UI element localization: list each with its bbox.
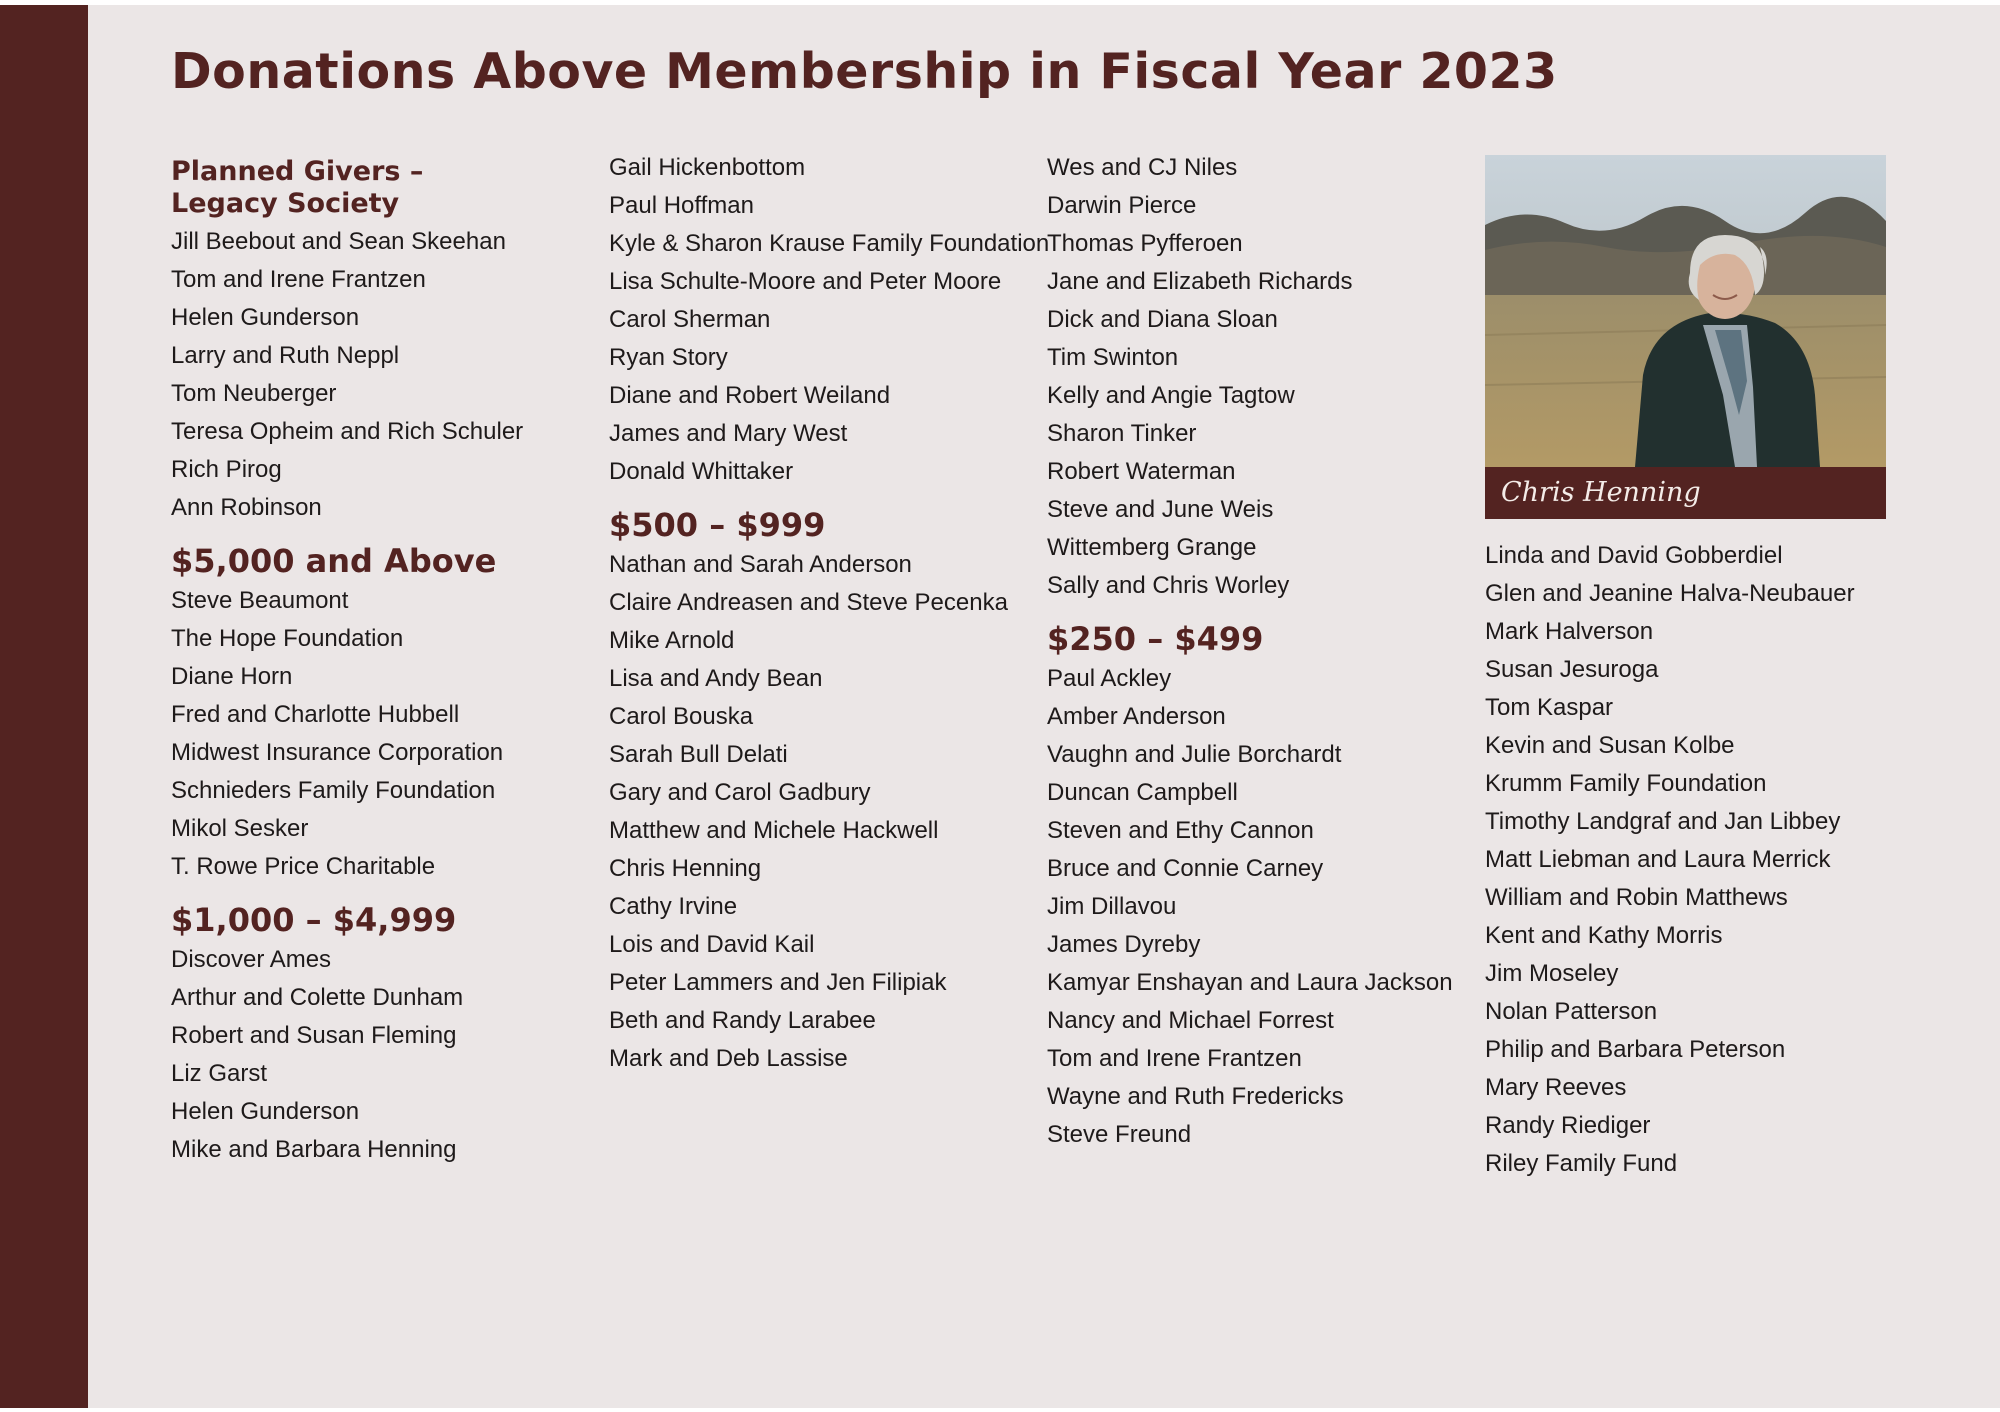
- donor-name: Midwest Insurance Corporation: [171, 739, 504, 766]
- donor-name: Diane Horn: [171, 663, 293, 690]
- donor-name: T. Rowe Price Charitable: [171, 853, 436, 880]
- donor-name: Robert and Susan Fleming: [171, 1022, 457, 1049]
- donor-name: Lisa Schulte-Moore and Peter Moore: [609, 268, 1002, 295]
- donor-name: Nancy and Michael Forrest: [1047, 1007, 1334, 1034]
- donor-name: Nathan and Sarah Anderson: [609, 551, 912, 578]
- donor-name: Carol Sherman: [609, 306, 771, 333]
- donor-name: Steven and Ethy Cannon: [1047, 817, 1314, 844]
- section-heading-1000-4999: $1,000 – $4,999: [171, 901, 457, 939]
- donor-name: Robert Waterman: [1047, 458, 1236, 485]
- donor-list-5000-and-above: [171, 583, 571, 884]
- donor-name: James Dyreby: [1047, 931, 1201, 958]
- section-heading-500-999: $500 – $999: [609, 506, 826, 544]
- donor-name: Amber Anderson: [1047, 703, 1226, 730]
- donor-name: Matt Liebman and Laura Merrick: [1485, 846, 1831, 873]
- donor-name: Jane and Elizabeth Richards: [1047, 268, 1353, 295]
- donor-name: Wayne and Ruth Fredericks: [1047, 1083, 1344, 1110]
- page-title: Donations Above Membership in Fiscal Year 2023: [171, 43, 1558, 100]
- donor-name: Peter Lammers and Jen Filipiak: [609, 969, 947, 996]
- donor-name: Steve Beaumont: [171, 587, 349, 614]
- donor-name: Mike and Barbara Henning: [171, 1136, 457, 1163]
- donor-name: Kent and Kathy Morris: [1485, 922, 1723, 949]
- donor-name: Helen Gunderson: [171, 1098, 360, 1125]
- donor-list-1000-4999-continued: [609, 150, 1050, 489]
- donor-name: Wes and CJ Niles: [1047, 154, 1238, 181]
- donor-name: Discover Ames: [171, 946, 332, 973]
- donor-list-legacy-society: [171, 224, 571, 525]
- donor-name: Chris Henning: [609, 855, 762, 882]
- donor-name: Cathy Irvine: [609, 893, 738, 920]
- donor-name: Mark and Deb Lassise: [609, 1045, 848, 1072]
- donor-name: Liz Garst: [171, 1060, 268, 1087]
- donor-name: Glen and Jeanine Halva-Neubauer: [1485, 580, 1855, 607]
- donor-name: Duncan Campbell: [1047, 779, 1238, 806]
- donor-name: Susan Jesuroga: [1485, 656, 1659, 683]
- donor-name: Helen Gunderson: [171, 304, 360, 331]
- donor-name: Jill Beebout and Sean Skeehan: [171, 228, 506, 255]
- donor-name: Gary and Carol Gadbury: [609, 779, 871, 806]
- donor-name: Lisa and Andy Bean: [609, 665, 823, 692]
- donor-name: Mikol Sesker: [171, 815, 309, 842]
- donor-name: Steve and June Weis: [1047, 496, 1274, 523]
- donor-name: Diane and Robert Weiland: [609, 382, 891, 409]
- donor-column-4: [1485, 538, 1885, 1184]
- donor-name: Arthur and Colette Dunham: [171, 984, 464, 1011]
- donor-name: Philip and Barbara Peterson: [1485, 1036, 1786, 1063]
- donor-name: Tom Neuberger: [171, 380, 337, 407]
- donor-name: Timothy Landgraf and Jan Libbey: [1485, 808, 1841, 835]
- donor-name: Dick and Diana Sloan: [1047, 306, 1278, 333]
- donor-name: Mark Halverson: [1485, 618, 1654, 645]
- donor-name: William and Robin Matthews: [1485, 884, 1788, 911]
- donor-name: Paul Hoffman: [609, 192, 754, 219]
- donor-name: Linda and David Gobberdiel: [1485, 542, 1783, 569]
- donor-name: Mary Reeves: [1485, 1074, 1627, 1101]
- donor-list-250-499: [1047, 661, 1453, 1152]
- donor-name: Sally and Chris Worley: [1047, 572, 1290, 599]
- donor-name: Carol Bouska: [609, 703, 754, 730]
- donor-name: Darwin Pierce: [1047, 192, 1197, 219]
- donor-name: Jim Dillavou: [1047, 893, 1177, 920]
- donor-name: Fred and Charlotte Hubbell: [171, 701, 460, 728]
- donor-list-1000-4999: [171, 942, 571, 1167]
- donor-name: Rich Pirog: [171, 456, 282, 483]
- section-heading-5000-and-above: $5,000 and Above: [171, 542, 497, 580]
- donor-name: Randy Riediger: [1485, 1112, 1651, 1139]
- donor-name: The Hope Foundation: [171, 625, 404, 652]
- donor-name: Ann Robinson: [171, 494, 322, 521]
- donor-name: Tom and Irene Frantzen: [1047, 1045, 1302, 1072]
- donor-name: Kyle & Sharon Krause Family Foundation: [609, 230, 1050, 257]
- donor-name: Nolan Patterson: [1485, 998, 1658, 1025]
- donor-name: Ryan Story: [609, 344, 728, 371]
- donor-name: Schnieders Family Foundation: [171, 777, 496, 804]
- donor-name: Kevin and Susan Kolbe: [1485, 732, 1735, 759]
- donor-name: Tom Kaspar: [1485, 694, 1614, 721]
- left-accent-bar: [0, 5, 88, 1408]
- donor-column-1: [171, 150, 571, 1170]
- donor-name: Krumm Family Foundation: [1485, 770, 1767, 797]
- donor-name: Bruce and Connie Carney: [1047, 855, 1324, 882]
- section-heading-250-499: $250 – $499: [1047, 620, 1264, 658]
- donor-column-3: [1047, 150, 1453, 1155]
- donor-list-250-499-continued: [1485, 538, 1885, 1181]
- donor-name: Vaughn and Julie Borchardt: [1047, 741, 1342, 768]
- donor-name: Mike Arnold: [609, 627, 735, 654]
- donor-name: Claire Andreasen and Steve Pecenka: [609, 589, 1008, 616]
- donor-photo-card: [1485, 155, 1886, 519]
- donor-name: Paul Ackley: [1047, 665, 1172, 692]
- donor-list-500-999-continued: [1047, 150, 1447, 603]
- donor-name: Gail Hickenbottom: [609, 154, 806, 181]
- donor-name: Steve Freund: [1047, 1121, 1192, 1148]
- donor-name: Thomas Pyfferoen: [1047, 230, 1243, 257]
- page: [0, 5, 2000, 1408]
- donor-name: Sarah Bull Delati: [609, 741, 788, 768]
- donor-name: Tom and Irene Frantzen: [171, 266, 426, 293]
- donor-name: Wittemberg Grange: [1047, 534, 1257, 561]
- donor-name: Kamyar Enshayan and Laura Jackson: [1047, 969, 1453, 996]
- donor-name: Larry and Ruth Neppl: [171, 342, 400, 369]
- donor-name: Riley Family Fund: [1485, 1150, 1678, 1177]
- photo-caption: Chris Henning: [1485, 467, 1886, 519]
- donor-column-2: [609, 150, 1050, 1079]
- donor-list-500-999: [609, 547, 1009, 1076]
- section-heading-legacy-society: Planned Givers – Legacy Society: [171, 156, 424, 219]
- donor-name: James and Mary West: [609, 420, 848, 447]
- donor-name: Teresa Opheim and Rich Schuler: [171, 418, 524, 445]
- donor-name: Lois and David Kail: [609, 931, 815, 958]
- donor-name: Jim Moseley: [1485, 960, 1619, 987]
- donor-name: Sharon Tinker: [1047, 420, 1197, 447]
- donor-name: Tim Swinton: [1047, 344, 1179, 371]
- donor-name: Kelly and Angie Tagtow: [1047, 382, 1295, 409]
- donor-name: Matthew and Michele Hackwell: [609, 817, 939, 844]
- donor-photo: [1485, 155, 1886, 467]
- donor-name: Donald Whittaker: [609, 458, 794, 485]
- donor-name: Beth and Randy Larabee: [609, 1007, 876, 1034]
